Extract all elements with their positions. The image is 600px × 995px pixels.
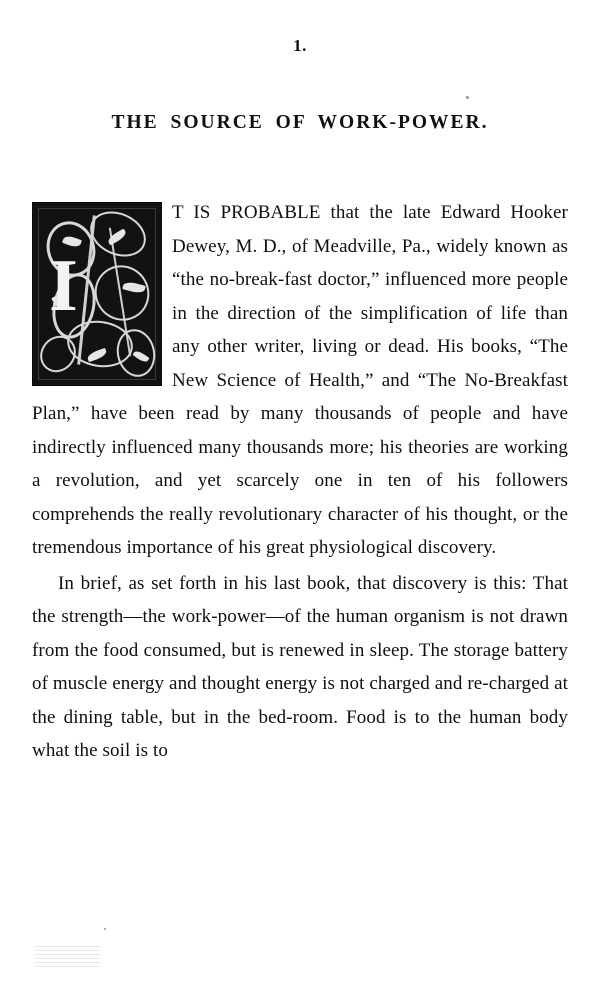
decorative-initial-block [32, 202, 162, 386]
page-smudge [34, 946, 100, 968]
chapter-number: 1. [293, 36, 307, 55]
drop-cap-letter: I [49, 245, 78, 327]
page-speck [104, 928, 106, 930]
paragraph-2: In brief, as set forth in his last book, that discovery is this: That the strength—the work-power—of the human organism is not drawn from the food consumed, but is renewed in sleep. The storage battery of muscle energy and thought energy is not charged and re-charged at the dining table, but in the bed-room. Food is to the human body what the soil is to [32, 572, 568, 761]
chapter-title: THE SOURCE OF WORK-POWER. [111, 112, 489, 133]
page-speck [466, 96, 469, 99]
paragraph-1: T IS PROBABLE that the late Edward Hooker Dewey, M. D., of Meadville, Pa., widely known as “the no-break-fast doctor,” influenced more people in the direction of the simplification of life than any other writer, living or dead. His books, “The New Science of Health,” and “The No-Breakfast Plan,” have been read by many thousands of people and have indirectly influenced many thousands more; his theories are working a revolution, and yet scarcely one in ten of his followers comprehends the really revolutionary character of his thought, or the tremendous importance of his great physiological discovery. [32, 202, 568, 558]
body-text-block [32, 196, 568, 768]
